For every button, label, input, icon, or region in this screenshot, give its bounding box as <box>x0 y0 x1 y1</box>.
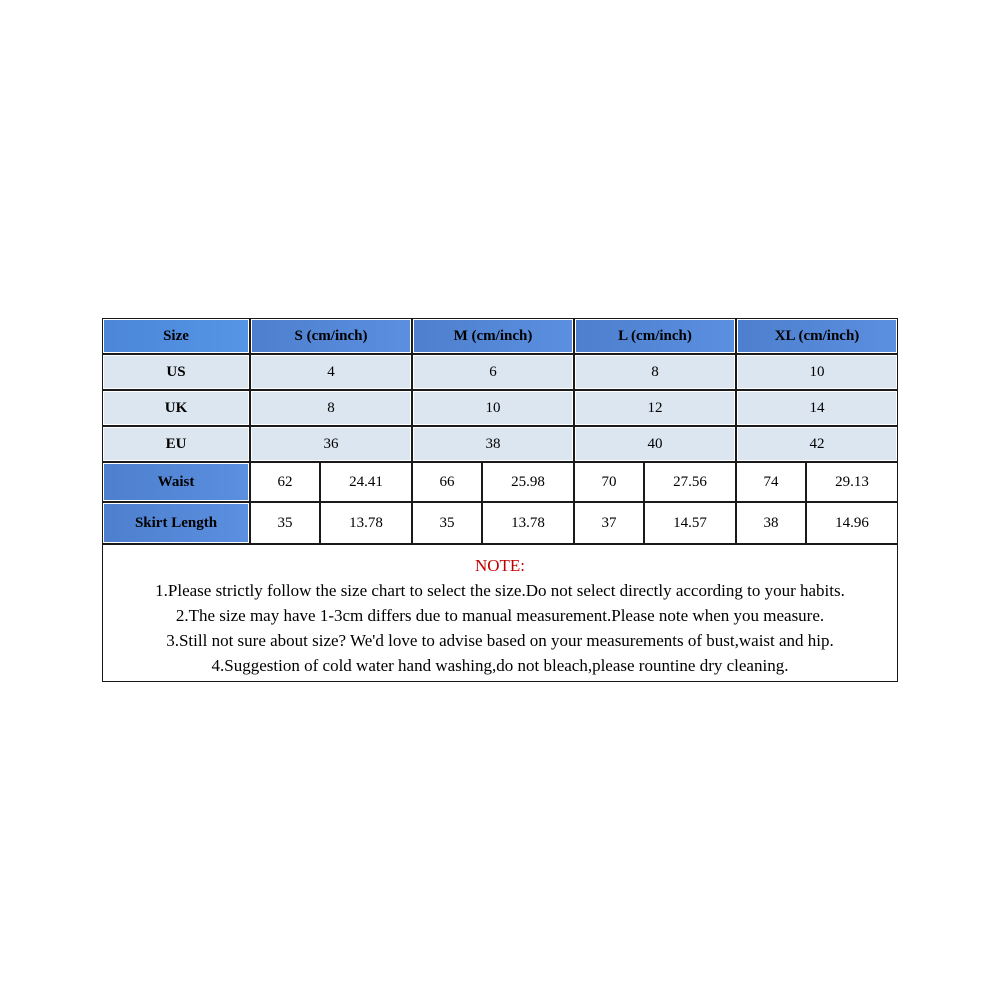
uk-label-cell: UK <box>102 390 250 426</box>
us-value-cell: 6 <box>412 354 574 390</box>
note-line: 3.Still not sure about size? We'd love to advise based on your measurements of bust,waist and hip. <box>166 631 834 650</box>
size-table <box>102 318 898 544</box>
header-l-cell: L (cm/inch) <box>574 318 736 354</box>
waist-inch-cell: 24.41 <box>320 462 412 502</box>
skirt-length-cm-cell: 35 <box>250 502 320 544</box>
note-line: 1.Please strictly follow the size chart to select the size.Do not select directly according to your habits. <box>155 581 845 600</box>
us-label-cell: US <box>102 354 250 390</box>
waist-inch-cell: 27.56 <box>644 462 736 502</box>
skirt-length-cm-cell: 35 <box>412 502 482 544</box>
eu-value-cell: 42 <box>736 426 898 462</box>
skirt-length-inch-cell: 14.57 <box>644 502 736 544</box>
uk-value-cell: 14 <box>736 390 898 426</box>
header-s-cell: S (cm/inch) <box>250 318 412 354</box>
skirt-length-inch-cell: 14.96 <box>806 502 898 544</box>
waist-cm-cell: 66 <box>412 462 482 502</box>
eu-value-cell: 38 <box>412 426 574 462</box>
skirt-length-inch-cell: 13.78 <box>320 502 412 544</box>
note-title: NOTE: <box>474 556 526 575</box>
uk-value-cell: 10 <box>412 390 574 426</box>
eu-label-cell: EU <box>102 426 250 462</box>
header-size-cell: Size <box>102 318 250 354</box>
eu-value-cell: 36 <box>250 426 412 462</box>
skirt-length-cm-cell: 37 <box>574 502 644 544</box>
waist-cm-cell: 70 <box>574 462 644 502</box>
us-value-cell: 8 <box>574 354 736 390</box>
us-value-cell: 4 <box>250 354 412 390</box>
note-line: 2.The size may have 1-3cm differs due to manual measurement.Please note when you measure. <box>175 606 825 625</box>
waist-inch-cell: 25.98 <box>482 462 574 502</box>
note-box <box>102 544 898 682</box>
note-line: 4.Suggestion of cold water hand washing,do not bleach,please rountine dry cleaning. <box>211 656 789 675</box>
waist-cm-cell: 74 <box>736 462 806 502</box>
uk-value-cell: 12 <box>574 390 736 426</box>
skirt-length-inch-cell: 13.78 <box>482 502 574 544</box>
eu-value-cell: 40 <box>574 426 736 462</box>
header-xl-cell: XL (cm/inch) <box>736 318 898 354</box>
waist-inch-cell: 29.13 <box>806 462 898 502</box>
skirt-length-label-cell: Skirt Length <box>102 502 250 544</box>
waist-cm-cell: 62 <box>250 462 320 502</box>
waist-label-cell: Waist <box>102 462 250 502</box>
us-value-cell: 10 <box>736 354 898 390</box>
header-m-cell: M (cm/inch) <box>412 318 574 354</box>
skirt-length-cm-cell: 38 <box>736 502 806 544</box>
size-chart <box>102 318 898 675</box>
uk-value-cell: 8 <box>250 390 412 426</box>
